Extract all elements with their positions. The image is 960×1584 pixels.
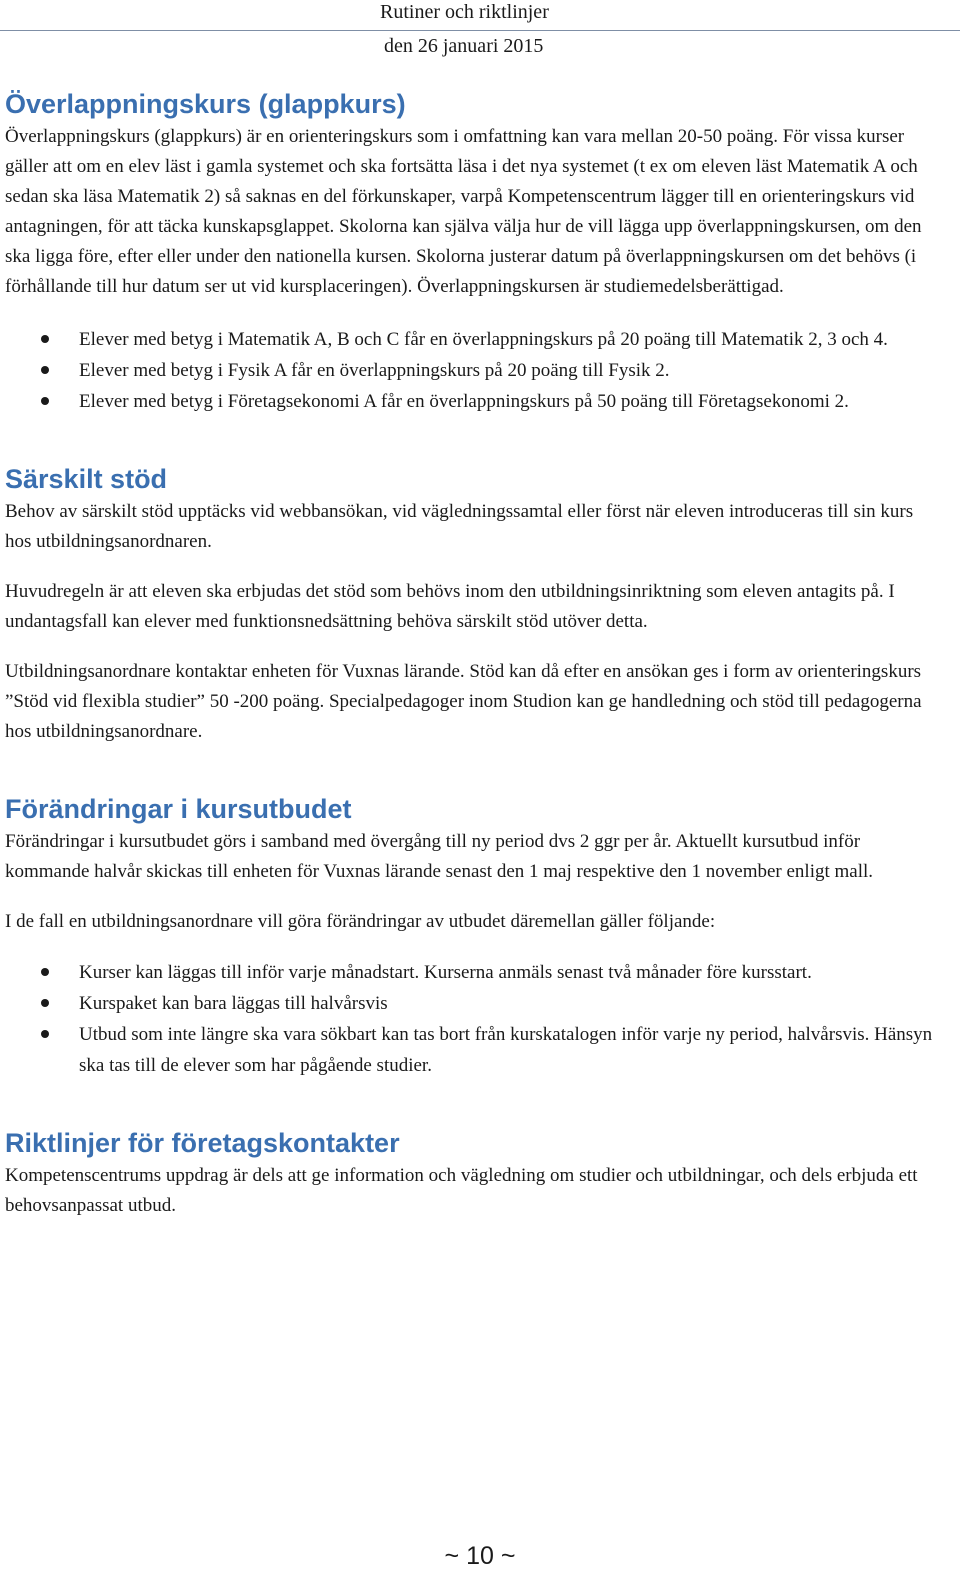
section-course-changes — [5, 791, 940, 1081]
bullet-list — [5, 324, 940, 417]
document-body — [5, 86, 940, 1221]
list-item — [5, 957, 940, 988]
list-item — [5, 988, 940, 1019]
section-paragraph: I de fall en utbildningsanordnare vill göra förändringar av utbudet däremellan gäller följande: — [5, 911, 716, 932]
bullet-icon — [41, 397, 49, 405]
list-item — [5, 355, 940, 386]
bullet-icon — [41, 999, 49, 1007]
section-heading: Riktlinjer för företagskontakter — [5, 1128, 400, 1158]
bullet-list — [5, 957, 940, 1081]
bullet-icon — [41, 335, 49, 343]
section-paragraph: Kompetenscentrums uppdrag är dels att ge information och vägledning om studier och utbildningar, och dels erbjuda ett behovsanpassat utbud. — [5, 1165, 918, 1216]
list-item-text: Kurspaket kan bara läggas till halvårsvis — [79, 993, 388, 1014]
header-title: Rutiner och riktlinjer — [380, 1, 549, 23]
list-item — [5, 324, 940, 355]
bullet-icon — [41, 1030, 49, 1038]
section-heading: Överlappningskurs (glappkurs) — [5, 89, 406, 119]
header-date: den 26 januari 2015 — [384, 35, 544, 57]
header-divider — [0, 30, 960, 31]
list-item — [5, 386, 940, 417]
section-paragraph: Behov av särskilt stöd upptäcks vid webbansökan, vid vägledningssamtal eller först när eleven introduceras till sin kurs hos utbildningsanordnaren. — [5, 501, 914, 552]
section-paragraph: Förändringar i kursutbudet görs i samband med övergång till ny period dvs 2 ggr per år. Aktuellt kursutbud inför kommande halvår skickas till enheten för Vuxnas lärande senast den 1 maj respektive den 1 november enligt mall. — [5, 831, 874, 882]
page-number: ~ 10 ~ — [444, 1542, 516, 1570]
section-heading: Förändringar i kursutbudet — [5, 794, 352, 824]
list-item-text: Utbud som inte längre ska vara sökbart kan tas bort från kurskatalogen inför varje ny period, halvårsvis. Hänsyn ska tas till de elever som har pågående studier. — [79, 1024, 933, 1076]
section-paragraph: Överlappningskurs (glappkurs) är en orienteringskurs som i omfattning kan vara mellan 20-50 poäng. För vissa kurser gäller att om en elev läst i gamla systemet och ska fortsätta läsa i det nya systemet (t ex om eleven läst Matematik A och sedan ska läsa Matematik 2) så saknas en del förkunskaper, varpå Kompetenscentrum lägger till en orienteringskurs vid antagningen, för att täcka kunskapsglappet. Skolorna kan själva välja hur de vill lägga upp överlappningskursen, om den ska ligga före, efter eller under den nationella kursen. Skolorna justerar datum på överlappningskursen om det behövs (i förhållande till hur datum ser ut vid kursplaceringen). Överlappningskursen är studiemedelsberättigad. — [5, 126, 922, 297]
list-item-text: Elever med betyg i Matematik A, B och C får en överlappningskurs på 20 poäng till Matematik 2, 3 och 4. — [79, 329, 888, 350]
section-paragraph: Utbildningsanordnare kontaktar enheten för Vuxnas lärande. Stöd kan då efter en ansökan ges i form av orienteringskurs ”Stöd vid flexibla studier” 50 -200 poäng. Specialpedagoger inom Studion kan ge handledning och stöd till pedagogerna hos utbildningsanordnare. — [5, 661, 922, 742]
section-overlap-course — [5, 86, 940, 417]
list-item-text: Elever med betyg i Företagsekonomi A får en överlappningskurs på 50 poäng till Företagsekonomi 2. — [79, 391, 849, 412]
section-business-contacts — [5, 1125, 940, 1221]
list-item — [5, 1019, 940, 1081]
section-special-support — [5, 461, 940, 747]
section-paragraph: Huvudregeln är att eleven ska erbjudas det stöd som behövs inom den utbildningsinriktning som eleven antagits på. I undantagsfall kan elever med funktionsnedsättning behöva särskilt stöd utöver detta. — [5, 581, 895, 632]
list-item-text: Kurser kan läggas till inför varje månadstart. Kurserna anmäls senast två månader före kursstart. — [79, 962, 812, 983]
bullet-icon — [41, 366, 49, 374]
section-heading: Särskilt stöd — [5, 464, 168, 494]
bullet-icon — [41, 968, 49, 976]
page-header — [0, 0, 960, 62]
list-item-text: Elever med betyg i Fysik A får en överlappningskurs på 20 poäng till Fysik 2. — [79, 360, 670, 381]
